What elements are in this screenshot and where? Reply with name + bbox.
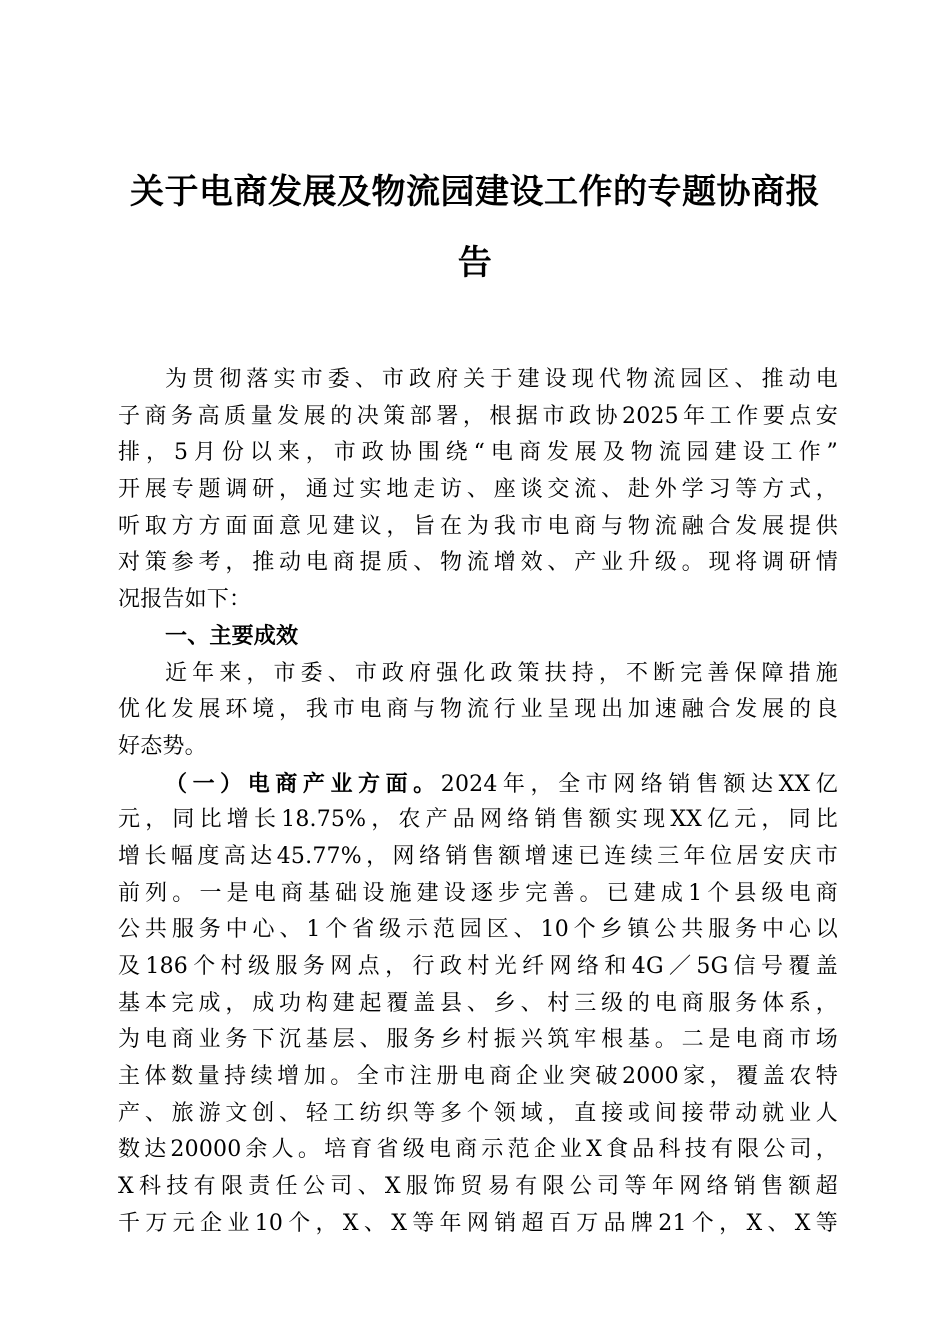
paragraph-line: 为电商业务下沉基层、服务乡村振兴筑牢根基。二是电商市场 [118,1027,838,1053]
section-heading: 一、主要成效 [165,623,299,649]
paragraph-line: 况报告如下： [118,587,252,613]
document-body [118,362,838,1243]
paragraph-line: 为贯彻落实市委、市政府关于建设现代物流园区、推动电 [165,367,838,392]
paragraph-line: 对策参考，推动电商提质、物流增效、产业升级。现将调研情 [118,550,838,576]
subsection-1-paragraph [118,766,838,1243]
paragraph-line: 听取方方面面意见建议，旨在为我市电商与物流融合发展提供 [118,513,838,539]
paragraph-line: X科技有限责任公司、X服饰贸易有限公司等年网络销售额超 [118,1174,838,1200]
paragraph-line: 优化发展环境，我市电商与物流行业呈现出加速融合发展的良 [118,697,838,723]
paragraph-line: 基本完成，成功构建起覆盖县、乡、村三级的电商服务体系， [118,990,838,1016]
paragraph-line [118,766,838,803]
paragraph-line: 增长幅度高达45.77%，网络销售额增速已连续三年位居安庆市 [118,843,838,869]
paragraph-line: 公共服务中心、1个省级示范园区、10个乡镇公共服务中心以 [118,917,838,943]
document-title-line-2: 告 [457,243,493,283]
paragraph-line: 产、旅游文创、轻工纺织等多个领域，直接或间接带动就业人 [118,1100,838,1126]
paragraph-text: 2024年，全市网络销售额达XX亿 [440,771,838,797]
intro-paragraph [118,362,838,619]
paragraph-line: 近年来，市委、市政府强化政策扶持，不断完善保障措施 [165,660,838,686]
paragraph-line: 千万元企业10个，X、X等年网销超百万品牌21个，X、X等 [118,1210,838,1236]
paragraph-line: 主体数量持续增加。全市注册电商企业突破2000家，覆盖农特 [118,1064,838,1090]
paragraph-line: 元，同比增长18.75%，农产品网络销售额实现XX亿元，同比 [118,807,838,833]
paragraph-line: 排，5月份以来，市政协围绕“电商发展及物流园建设工作” [118,440,838,466]
paragraph-line: 好态势。 [118,733,207,759]
paragraph-line: 前列。一是电商基础设施建设逐步完善。已建成1个县级电商 [118,880,838,906]
paragraph-line: 子商务高质量发展的决策部署，根据市政协2025年工作要点安 [118,403,838,429]
paragraph-line: 数达20000余人。培育省级电商示范企业X食品科技有限公司， [118,1137,838,1163]
document-title-line-1: 关于电商发展及物流园建设工作的专题协商报 [130,172,820,212]
subsection-heading: （一）电商产业方面。 [165,770,441,797]
section-1-paragraph [118,656,838,766]
paragraph-line: 及186个村级服务网点，行政村光纤网络和4G／5G信号覆盖 [118,954,838,979]
paragraph-line: 开展专题调研，通过实地走访、座谈交流、赴外学习等方式， [118,477,838,503]
